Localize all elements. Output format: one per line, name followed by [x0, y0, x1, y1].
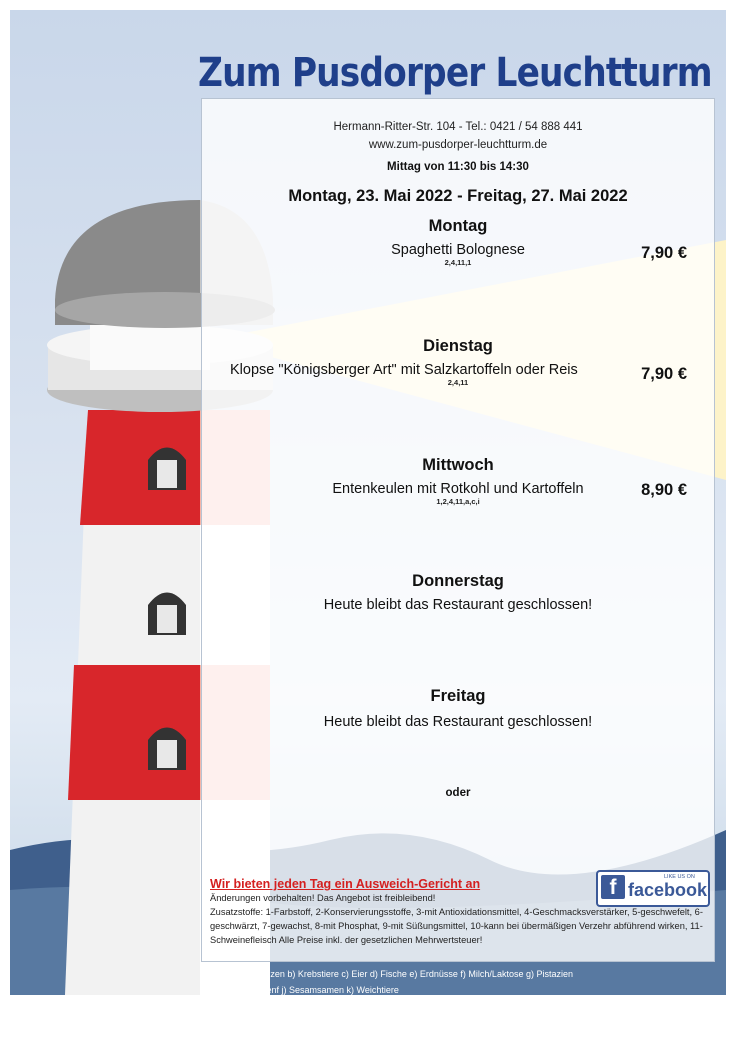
facebook-like-us-label: LIKE US ON	[664, 874, 695, 880]
price-wednesday: 8,90 €	[641, 481, 687, 499]
allergens-list	[212, 966, 722, 998]
day-thursday	[202, 572, 714, 613]
day-name: Donnerstag	[412, 572, 504, 590]
day-friday	[202, 687, 714, 730]
alternative-dish-note: Wir bieten jeden Tag ein Ausweich-Gericht an	[210, 877, 481, 891]
price-monday: 7,90 €	[641, 244, 687, 262]
week-range: Montag, 23. Mai 2022 - Freitag, 27. Mai 2022	[288, 187, 628, 205]
day-name: Freitag	[430, 687, 486, 705]
restaurant-title: Zum Pusdorper Leuchtturm	[198, 50, 712, 96]
dish-name: Klopse "Königsberger Art" mit Salzkartoffeln oder Reis	[230, 362, 578, 378]
price-tuesday: 7,90 €	[641, 365, 687, 383]
or-separator: oder	[445, 787, 471, 799]
dish-name: Entenkeulen mit Rotkohl und Kartoffeln	[332, 481, 584, 497]
day-name: Dienstag	[423, 337, 493, 355]
address-line: Hermann-Ritter-Str. 104 - Tel.: 0421 / 54 888 441	[333, 121, 583, 133]
opening-hours: Mittag von 11:30 bis 14:30	[387, 161, 529, 173]
allergens-line: ...gene: a) Weizen b) Krebstiere c) Eier d) Fische e) Erdnüsse f) Milch/Laktose g) Pistazien	[212, 969, 573, 979]
closed-notice: Heute bleibt das Restaurant geschlossen!	[323, 597, 593, 613]
day-wednesday	[202, 456, 714, 506]
website-link[interactable]: www.zum-pusdorper-leuchtturm.de	[368, 139, 548, 151]
allergen-codes: 1,2,4,11,a,c,i	[436, 497, 480, 506]
day-name: Montag	[428, 217, 488, 235]
day-monday	[202, 217, 714, 267]
menu-panel	[201, 98, 715, 962]
changes-note: Änderungen vorbehalten! Das Angebot ist freibleibend!	[210, 893, 436, 903]
dish-name: Spaghetti Bolognese	[391, 242, 525, 258]
closed-notice: Heute bleibt das Restaurant geschlossen!	[323, 714, 593, 730]
additives-note: Zusatzstoffe: 1-Farbstoff, 2-Konservierungsstoffe, 3-mit Antioxidationsmittel, 4-Geschmacksverstärker, 5-geschwefelt, 6-geschwärzt, 7-gewachst, 8-mit Phosphat, 9-mit Süßungsmittel, 10-kann bei übermäßigen Verzehr abführend wirken, 11-Schweinefleisch Alle Preise inkl. der gesetzlichen Mehrwertsteuer!	[210, 907, 703, 945]
facebook-label: facebook	[628, 880, 708, 900]
day-name: Mittwoch	[422, 456, 494, 474]
allergen-codes: 2,4,11	[447, 378, 469, 387]
day-tuesday	[202, 337, 714, 387]
facebook-icon: f	[601, 875, 625, 899]
allergens-line: ...elnüsse i) Senf j) Sesamsamen k) Weichtiere	[212, 985, 399, 995]
facebook-like-button[interactable]	[596, 870, 710, 907]
allergen-codes: 2,4,11,1	[444, 258, 472, 267]
